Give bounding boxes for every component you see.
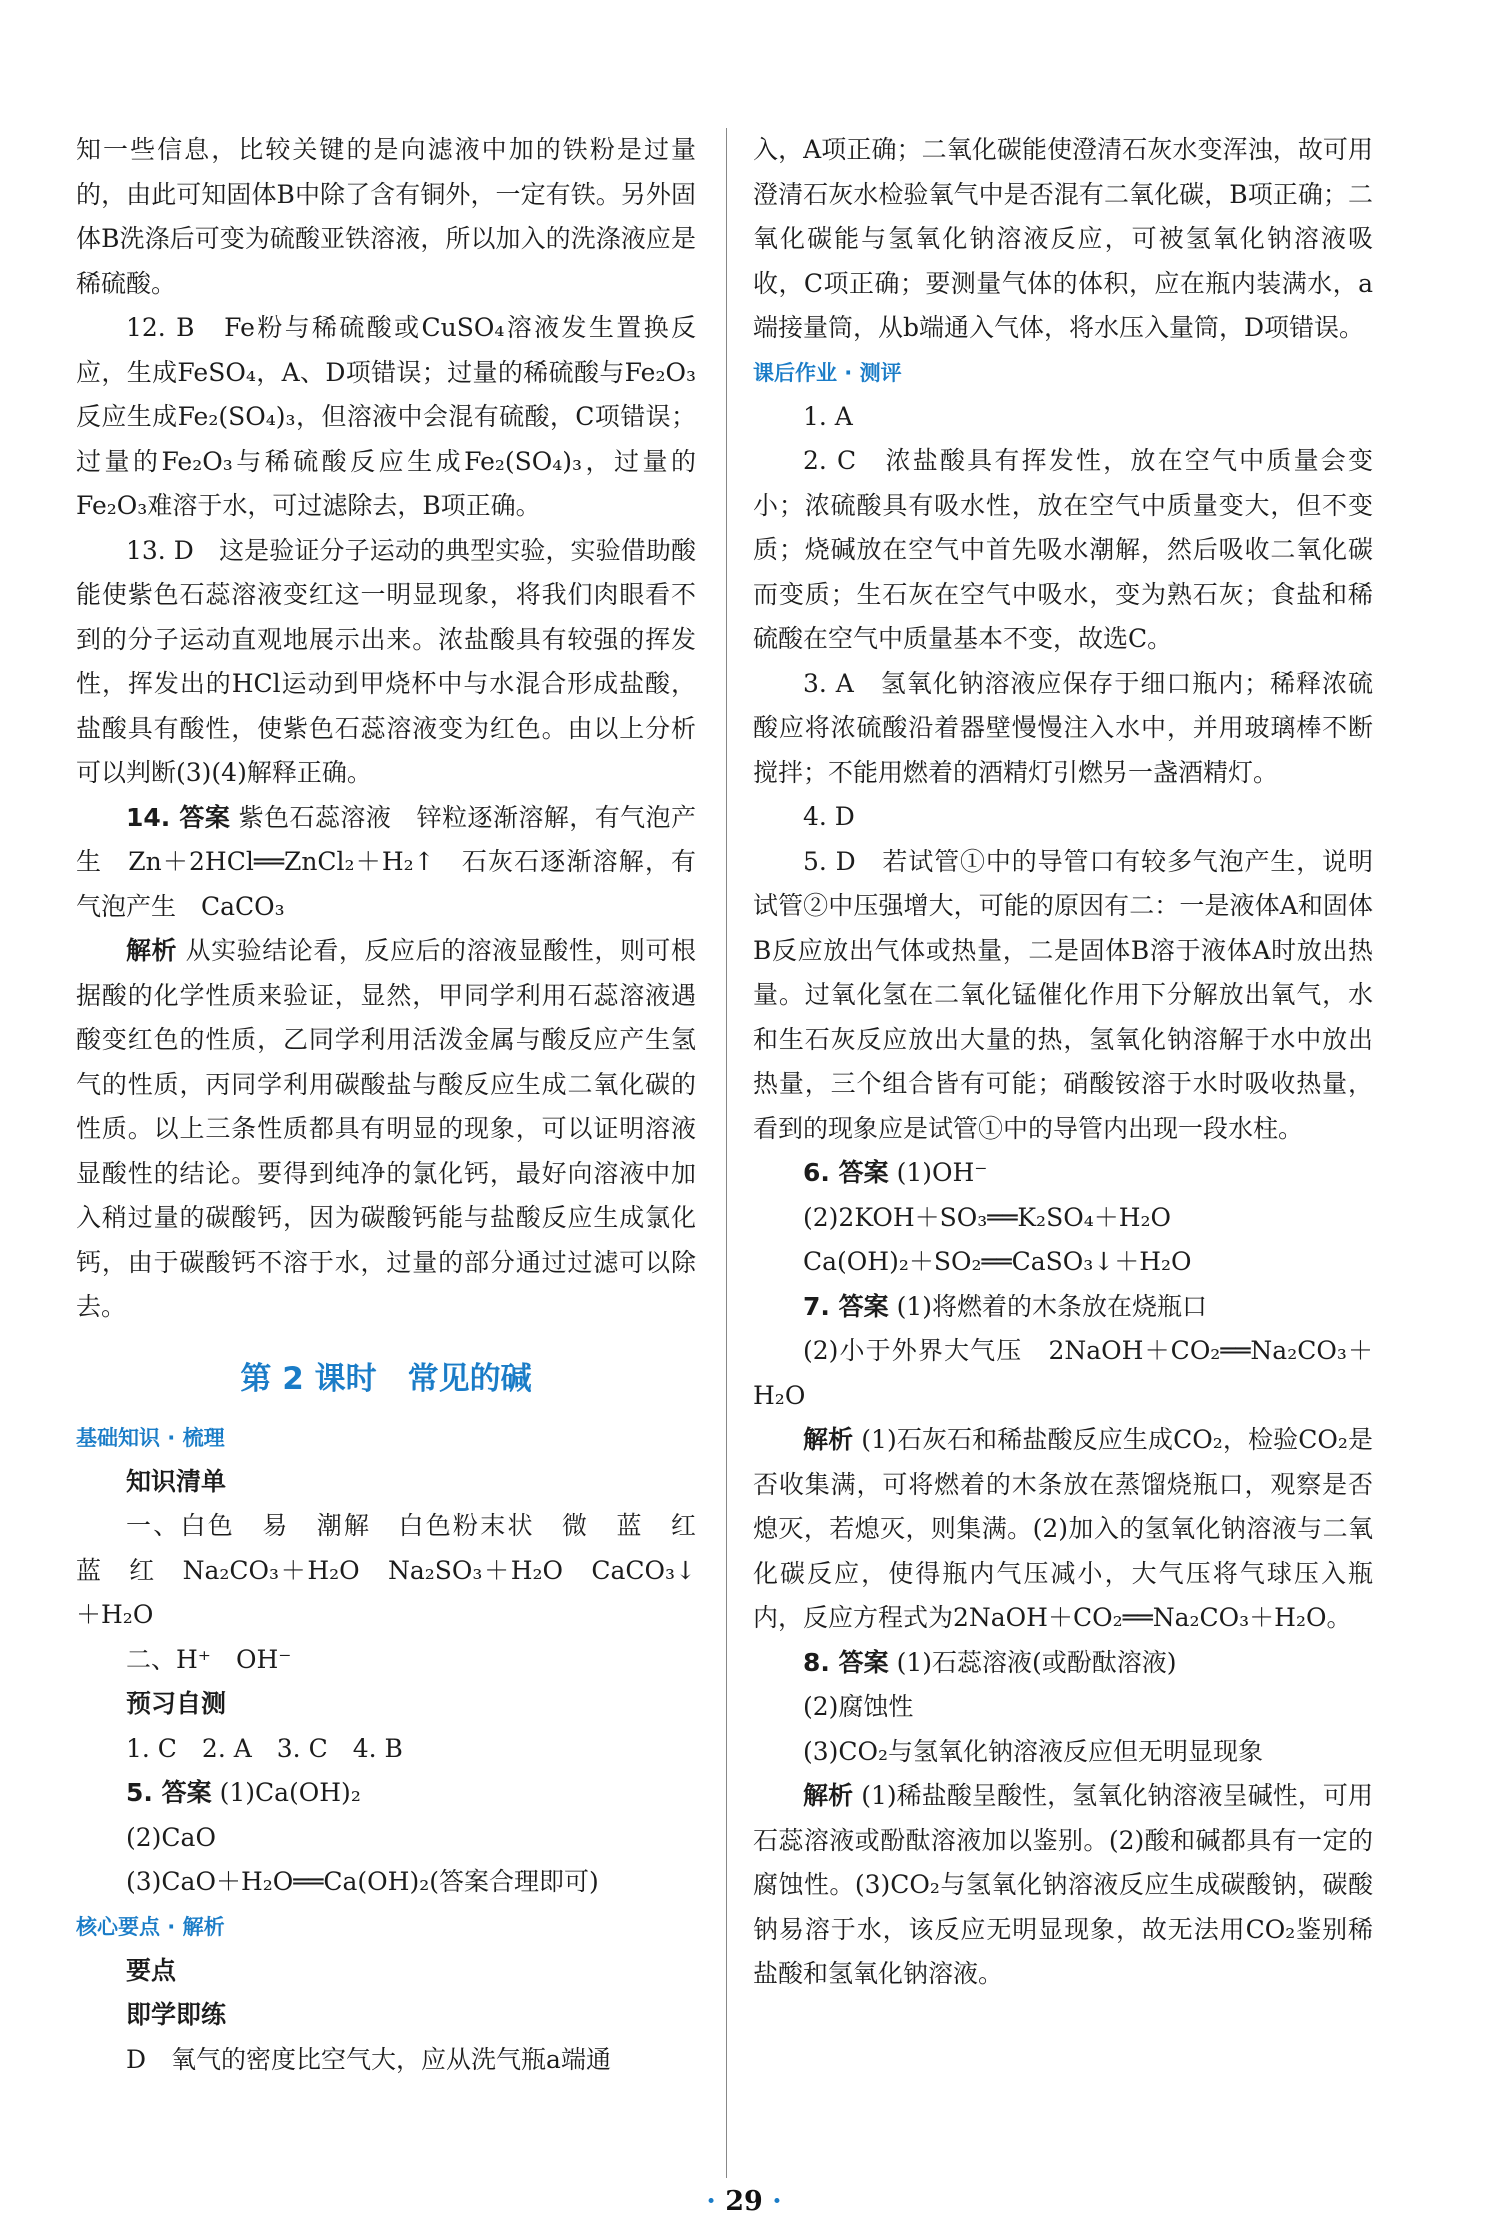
lesson-title: 第 2 课时 常见的碱 — [240, 1360, 532, 1397]
answer-13: 13. D 这是验证分子运动的典型实验，实验借助酸能使紫色石蕊溶液变红这一明显现象，将我们肉眼看不到的分子运动直观地展示出来。浓盐酸具有较强的挥发性，挥发出的HCl运动到甲烧杯中与水混合形成盐酸，盐酸具有酸性，使紫色石蕊溶液变为红色。由以上分析可以判断(3)(4)解释正确。 — [76, 535, 696, 787]
practice-answer: D 氧气的密度比空气大，应从洗气瓶a端通 — [126, 2044, 611, 2074]
column-divider — [726, 128, 727, 2178]
page-number-dot: · — [706, 2186, 716, 2217]
subheading-key-points — [76, 1949, 696, 1994]
answer-text: (1)OH⁻ — [896, 1158, 988, 1187]
right-column — [753, 128, 1373, 1997]
preview-answers: 1. C 2. A 3. C 4. B — [126, 1733, 403, 1763]
analysis-8 — [753, 1774, 1373, 1997]
homework-answer-6 — [753, 1151, 1373, 1196]
answer-14 — [76, 796, 696, 930]
preview-answer-5-3: (3)CaO＋H₂O══Ca(OH)₂(答案合理即可) — [126, 1867, 599, 1896]
section-heading-homework: 课后作业 · 测评 — [753, 360, 902, 385]
section-heading-core: 核心要点 · 解析 — [76, 1914, 225, 1939]
analysis-7 — [753, 1418, 1373, 1641]
section-heading-basics: 基础知识 · 梳理 — [76, 1425, 225, 1450]
answer-label: 6. 答案 — [803, 1158, 889, 1187]
homework-answer-8-2: (2)腐蚀性 — [803, 1692, 914, 1721]
paragraph-continued: 知一些信息，比较关键的是向滤液中加的铁粉是过量的，由此可知固体B中除了含有铜外，一定有铁。另外固体B洗涤后可变为硫酸亚铁溶液，所以加入的洗涤液应是稀硫酸。 — [76, 135, 696, 298]
page-number-dot: · — [772, 2186, 782, 2217]
homework-answer-6-3: Ca(OH)₂＋SO₂══CaSO₃↓＋H₂O — [803, 1247, 1192, 1276]
homework-answer-8 — [753, 1641, 1373, 1686]
subheading-practice — [76, 1993, 696, 2038]
preview-answer-5 — [76, 1771, 696, 1816]
subheading-text: 知识清单 — [126, 1466, 227, 1496]
homework-answer-4: 4. D — [803, 802, 855, 831]
analysis-text: 从实验结论看，反应后的溶液显酸性，则可根据酸的化学性质来验证，显然，甲同学利用石蕊溶液遇酸变红色的性质，乙同学利用活泼金属与酸反应产生氢气的性质，丙同学利用碳酸盐与酸反应生成二氧化碳的性质。以上三条性质都具有明显的现象，可以证明溶液显酸性的结论。要得到纯净的氯化钙，最好向溶液中加入稍过量的碳酸钙，因为碳酸钙能与盐酸反应生成氯化钙，由于碳酸钙不溶于水，过量的部分通过过滤可以除去。 — [76, 936, 696, 1321]
analysis-label: 解析 — [803, 1425, 854, 1454]
answer-text: (1)Ca(OH)₂ — [219, 1778, 361, 1807]
subheading-preview-test — [76, 1682, 696, 1727]
answer-label: 14. 答案 — [126, 802, 231, 832]
preview-answer-5-2: (2)CaO — [126, 1822, 216, 1852]
homework-answer-7 — [753, 1285, 1373, 1330]
subheading-knowledge-list — [76, 1460, 696, 1505]
analysis-text: (1)稀盐酸呈酸性，氢氧化钠溶液呈碱性，可用石蕊溶液或酚酞溶液加以鉴别。(2)酸和碱都具有一定的腐蚀性。(3)CO₂与氢氧化钠溶液反应生成碳酸钠，碳酸钠易溶于水，该反应无明显现象，故无法用CO₂鉴别稀盐酸和氢氧化钠溶液。 — [753, 1781, 1373, 1988]
left-column — [76, 128, 722, 2082]
page-number-value: 29 — [725, 2186, 763, 2217]
subheading-text: 即学即练 — [126, 2000, 227, 2029]
homework-answer-2: 2. C 浓盐酸具有挥发性，放在空气中质量会变小；浓硫酸具有吸水性，放在空气中质量变大，但不变质；烧碱放在空气中首先吸水潮解，然后吸收二氧化碳而变质；生石灰在空气中吸水，变为熟石灰；食盐和稀硫酸在空气中质量基本不变，故选C。 — [753, 446, 1373, 653]
answer-label: 7. 答案 — [803, 1291, 889, 1321]
answer-text: (1)将燃着的木条放在烧瓶口 — [896, 1291, 1207, 1321]
answer-label: 5. 答案 — [126, 1778, 212, 1807]
page-number — [0, 2186, 1488, 2217]
answer-label: 8. 答案 — [803, 1647, 889, 1677]
subheading-text: 预习自测 — [126, 1689, 227, 1718]
analysis-text: (1)石灰石和稀盐酸反应生成CO₂，检验CO₂是否收集满，可将燃着的木条放在蒸馏烧瓶口，观察是否熄灭，若熄灭，则集满。(2)加入的氢氧化钠溶液与二氧化碳反应，使得瓶内气压减小，大气压将气球压入瓶内，反应方程式为2NaOH＋CO₂══Na₂CO₃＋H₂O。 — [753, 1425, 1373, 1632]
subheading-text: 要点 — [126, 1955, 177, 1985]
paragraph-continued: 入，A项正确；二氧化碳能使澄清石灰水变浑浊，故可用澄清石灰水检验氧气中是否混有二氧化碳，B项正确；二氧化碳能与氢氧化钠溶液反应，可被氢氧化钠溶液吸收，C项正确；要测量气体的体积，应在瓶内装满水，a端接量筒，从b端通入气体，将水压入量筒，D项错误。 — [753, 135, 1373, 342]
knowledge-list-1: 一、白色 易 潮解 白色粉末状 微 蓝 红 蓝 红 Na₂CO₃＋H₂O Na₂SO₃＋H₂O CaCO₃↓＋H₂O — [76, 1511, 722, 1629]
homework-answer-6-2: (2)2KOH＋SO₃══K₂SO₄＋H₂O — [803, 1202, 1172, 1232]
homework-answer-1: 1. A — [803, 401, 853, 431]
answer-text: 紫色石蕊溶液 锌粒逐渐溶解，有气泡产生 Zn＋2HCl══ZnCl₂＋H₂↑ 石灰石逐渐溶解，有气泡产生 CaCO₃ — [76, 802, 696, 921]
homework-answer-5: 5. D 若试管①中的导管口有较多气泡产生，说明试管②中压强增大，可能的原因有二：一是液体A和固体B反应放出气体或热量，二是固体B溶于液体A时放出热量。过氧化氢在二氧化锰催化作用下分解放出氧气，水和生石灰反应放出大量的热，氢氧化钠溶解于水中放出热量，三个组合皆有可能；硝酸铵溶于水时吸收热量，看到的现象应是试管①中的导管内出现一段水柱。 — [753, 846, 1373, 1143]
analysis-label: 解析 — [803, 1781, 854, 1810]
answer-12: 12. B Fe粉与稀硫酸或CuSO₄溶液发生置换反应，生成FeSO₄，A、D项错误；过量的稀硫酸与Fe₂O₃反应生成Fe₂(SO₄)₃，但溶液中会混有硫酸，C项错误；过量的Fe₂O₃与稀硫酸反应生成Fe₂(SO₄)₃，过量的Fe₂O₃难溶于水，可过滤除去，B项正确。 — [76, 313, 696, 520]
knowledge-list-2: 二、H⁺ OH⁻ — [126, 1644, 292, 1674]
answer-text: (1)石蕊溶液(或酚酞溶液) — [896, 1647, 1177, 1677]
analysis-label: 解析 — [126, 936, 178, 965]
homework-answer-3: 3. A 氢氧化钠溶液应保存于细口瓶内；稀释浓硫酸应将浓硫酸沿着器壁慢慢注入水中，并用玻璃棒不断搅拌；不能用燃着的酒精灯引燃另一盏酒精灯。 — [753, 668, 1373, 787]
analysis-14 — [76, 929, 696, 1330]
homework-answer-7-2: (2)小于外界大气压 2NaOH＋CO₂══Na₂CO₃＋H₂O — [753, 1336, 1373, 1410]
homework-answer-8-3: (3)CO₂与氢氧化钠溶液反应但无明显现象 — [803, 1736, 1264, 1766]
